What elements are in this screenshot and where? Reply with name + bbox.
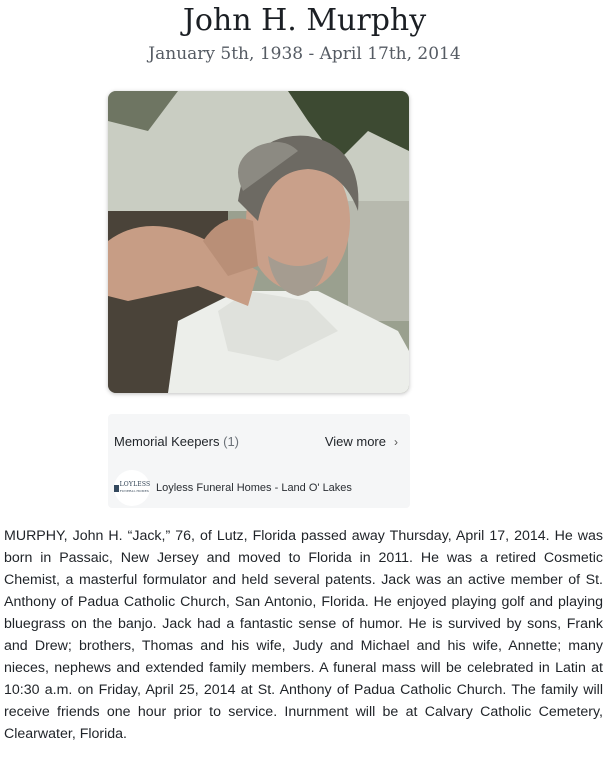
memorial-photo[interactable]: [108, 91, 409, 393]
portrait-image: [108, 91, 409, 393]
keeper-name: Loyless Funeral Homes - Land O' Lakes: [156, 482, 352, 494]
memorial-keepers-panel: [108, 414, 410, 508]
deceased-name: John H. Murphy: [182, 3, 427, 38]
logo-mark-icon: [114, 485, 119, 492]
memorial-keepers-header: [114, 434, 398, 449]
view-more-link[interactable]: [325, 434, 398, 449]
memorial-header: [0, 0, 609, 65]
keeper-item[interactable]: [114, 470, 352, 506]
memorial-keepers-title: Memorial Keepers: [114, 434, 220, 449]
memorial-keepers-count: (1): [223, 434, 240, 449]
obituary-text: MURPHY, John H. “Jack,” 76, of Lutz, Florida passed away Thursday, April 17, 2014. He was born in Passaic, New Jersey and moved to Florida in 2011. He was a retired Cosmetic Chemist, a masterful formulator and held several patents. Jack was an active member of St. Anthony of Padua Catholic Church, San Antonio, Florida. He enjoyed playing golf and playing bluegrass on the banjo. Jack had a fantastic sense of humor. He is survived by sons, Frank and Drew; brothers, Thomas and his wife, Judy and Michael and his wife, Annette; many nieces, nephews and extended family members. A funeral mass will be celebrated in Latin at 10:30 a.m. on Friday, April 25, 2014 at St. Anthony of Padua Catholic Church. The family will receive friends one hour prior to service. Inurnment will be at Calvary Catholic Cemetery, Clearwater, Florida.: [4, 528, 603, 742]
funeral-home-logo: [114, 470, 150, 506]
logo-subtext: FUNERAL HOMES: [119, 489, 149, 493]
memorial-keepers-heading: [114, 434, 239, 449]
chevron-right-icon: ›: [394, 434, 398, 449]
life-dates: January 5th, 1938 - April 17th, 2014: [148, 44, 461, 64]
view-more-label: View more: [324, 434, 386, 449]
logo-text: LOYLESS: [119, 481, 151, 488]
